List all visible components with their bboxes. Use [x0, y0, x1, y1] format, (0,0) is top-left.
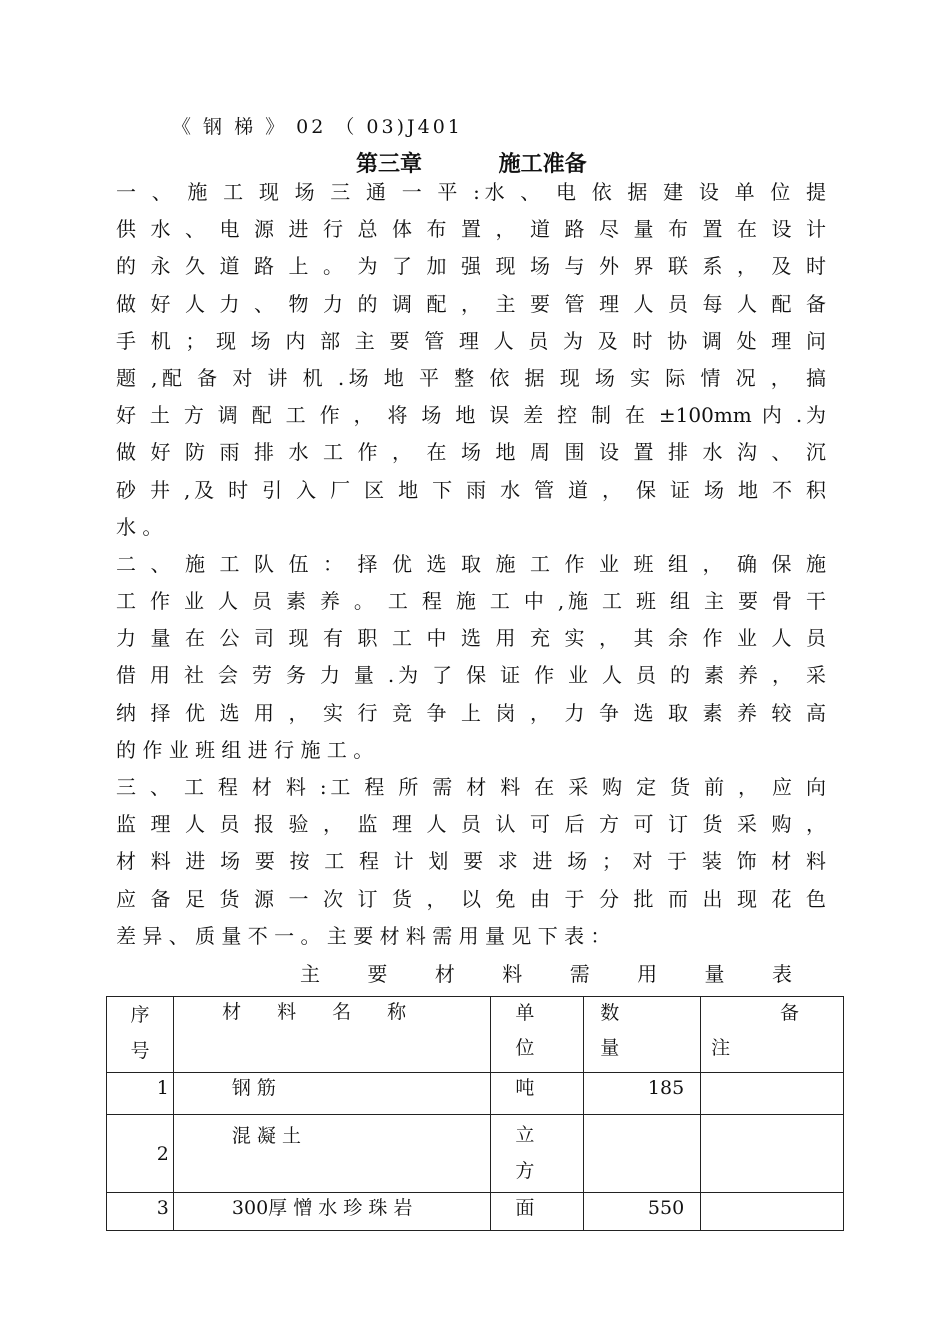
table-row [107, 1193, 844, 1231]
text-line: 一 、 施 工 现 场 三 通 一 平 :水 、 电 依 据 建 设 单 位 提 [116, 180, 826, 204]
row-unit [491, 1115, 584, 1193]
header-note-line2: 注 [711, 1037, 731, 1059]
header-unit-line2: 位 [515, 1037, 535, 1059]
row-name: 300厚 憎 水 珍 珠 岩 [173, 1193, 491, 1231]
row-seq: 3 [107, 1193, 174, 1231]
table-row [107, 1115, 844, 1193]
row-unit-line2: 方 [515, 1160, 535, 1182]
header-note-line1: 备 [779, 1002, 799, 1024]
text-line: 的 永 久 道 路 上 。 为 了 加 强 现 场 与 外 界 联 系 ， 及 时 [116, 254, 826, 279]
header-qty-line2: 量 [600, 1037, 620, 1059]
text-line: 材 料 进 场 要 按 工 程 计 划 要 求 进 场 ； 对 于 装 饰 材 料 [116, 849, 826, 874]
text-line: 应 备 足 货 源 一 次 订 货 ， 以 免 由 于 分 批 而 出 现 花 色 [116, 886, 826, 911]
text-line: 差 异 、 质 量 不 一 。 主 要 材 料 需 用 量 见 下 表 ： [116, 923, 611, 948]
text-line: 供 水 、 电 源 进 行 总 体 布 置 ， 道 路 尽 量 布 置 在 设 计 [116, 217, 826, 242]
table-title: 主 要 材 料 需 用 量 表 [300, 962, 792, 986]
materials-table [106, 996, 844, 1231]
header-note [701, 997, 844, 1073]
row-qty: 185 [584, 1073, 701, 1115]
standard-reference: 《 钢 梯 》 02 （ 03)J401 [172, 116, 463, 138]
chapter-title: 第三章 施工准备 [356, 152, 587, 177]
header-seq-line2: 号 [130, 1040, 150, 1062]
row-name: 钢 筋 [173, 1073, 491, 1115]
text-line: 的 作 业 班 组 进 行 施 工 。 [116, 737, 374, 762]
header-unit-line1: 单 [515, 1002, 535, 1024]
text-line: 题 ,配 备 对 讲 机 .场 地 平 整 依 据 现 场 实 际 情 况 ， 搞 [116, 365, 826, 390]
text-line: 砂 井 ,及 时 引 入 厂 区 地 下 雨 水 管 道 ， 保 证 场 地 不 积 [116, 477, 826, 502]
body-paragraphs [116, 174, 826, 955]
text-line: 力 量 在 公 司 现 有 职 工 中 选 用 充 实 ， 其 余 作 业 人 员 [116, 626, 826, 651]
row-seq: 2 [107, 1115, 174, 1193]
header-unit [491, 997, 584, 1073]
row-note [701, 1073, 844, 1115]
row-seq: 1 [107, 1073, 174, 1115]
text-line: 做 好 人 力 、 物 力 的 调 配 ， 主 要 管 理 人 员 每 人 配 备 [116, 291, 826, 316]
text-line: 借 用 社 会 劳 务 力 量 .为 了 保 证 作 业 人 员 的 素 养 ， 采 [116, 663, 826, 688]
table-row [107, 1073, 844, 1115]
row-name: 混 凝 土 [173, 1115, 491, 1193]
row-note [701, 1115, 844, 1193]
row-qty: 550 [584, 1193, 701, 1231]
text-line: 手 机 ； 现 场 内 部 主 要 管 理 人 员 为 及 时 协 调 处 理 问 [116, 328, 826, 353]
header-qty [584, 997, 701, 1073]
text-line: 二 、 施 工 队 伍 ： 择 优 选 取 施 工 作 业 班 组 ， 确 保 施 [116, 551, 826, 576]
header-name: 材料名称 [173, 997, 491, 1073]
table-header-row [107, 997, 844, 1073]
text-line: 好 土 方 调 配 工 作 ， 将 场 地 误 差 控 制 在 ±100mm 内 .为 [116, 403, 826, 428]
header-qty-line1: 数 [600, 1002, 620, 1024]
row-unit-line1: 立 [515, 1124, 535, 1146]
text-line: 水 。 [116, 514, 163, 539]
header-seq-line1: 序 [130, 1004, 150, 1026]
text-line: 工 作 业 人 员 素 养 。 工 程 施 工 中 ,施 工 班 组 主 要 骨 干 [116, 589, 826, 614]
text-line: 纳 择 优 选 用 ， 实 行 竞 争 上 岗 ， 力 争 选 取 素 养 较 高 [116, 700, 826, 725]
header-seq [107, 997, 174, 1073]
text-line: 做 好 防 雨 排 水 工 作 ， 在 场 地 周 围 设 置 排 水 沟 、 沉 [116, 440, 826, 465]
text-line: 三 、 工 程 材 料 :工 程 所 需 材 料 在 采 购 定 货 前 ， 应 向 [116, 775, 826, 799]
row-unit: 吨 [491, 1073, 584, 1115]
row-note [701, 1193, 844, 1231]
text-line: 监 理 人 员 报 验 ， 监 理 人 员 认 可 后 方 可 订 货 采 购 ， [116, 812, 826, 837]
row-unit: 面 [491, 1193, 584, 1231]
row-qty [584, 1115, 701, 1193]
